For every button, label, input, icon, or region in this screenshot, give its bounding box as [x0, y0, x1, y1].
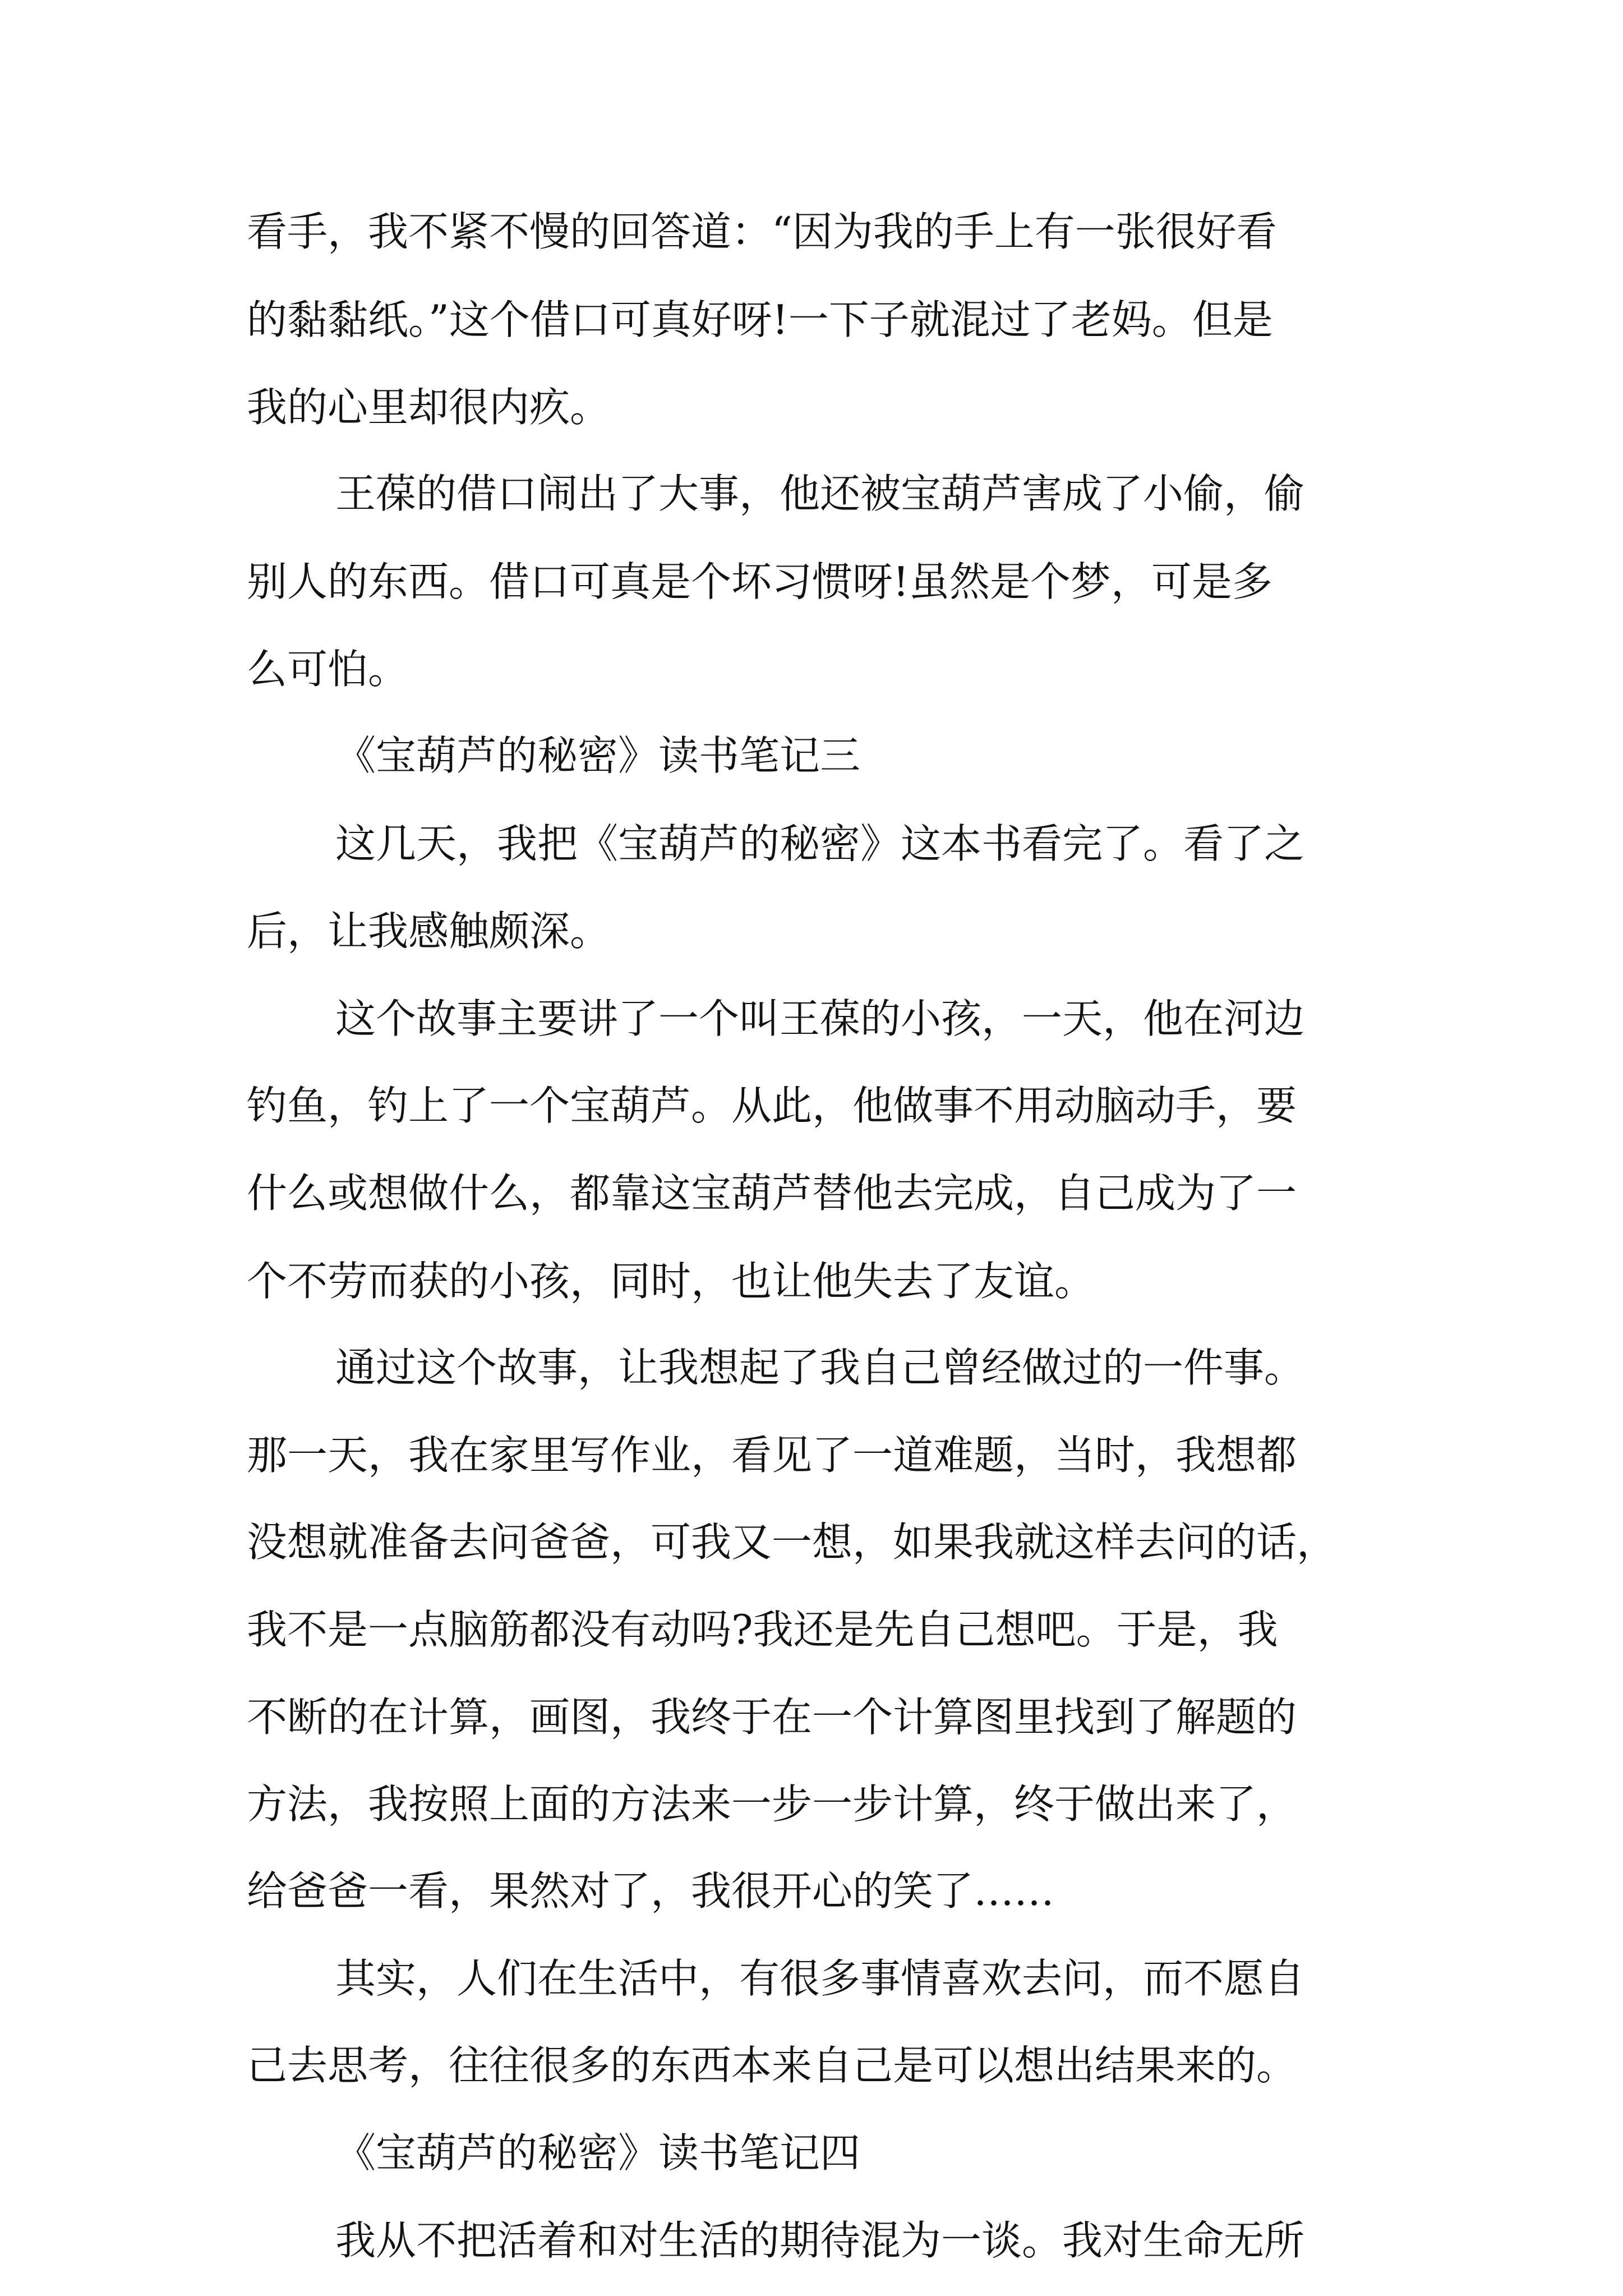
paragraph-line: 看手，我不紧不慢的回答道：“因为我的手上有一张很好看: [247, 208, 1277, 255]
paragraph-line: 没想就准备去问爸爸，可我又一想，如果我就这样去问的话，: [247, 1519, 1338, 1566]
section-heading: 《宝葫芦的秘密》读书笔记三: [335, 732, 861, 779]
paragraph-line: 不断的在计算，画图，我终于在一个计算图里找到了解题的: [247, 1694, 1297, 1741]
section-heading: 《宝葫芦的秘密》读书笔记四: [335, 2129, 861, 2177]
paragraph-line: 别人的东西。借口可真是个坏习惯呀!虽然是个梦，可是多: [247, 558, 1272, 605]
paragraph-line: 我不是一点脑筋都没有动吗?我还是先自己想吧。于是，我: [247, 1606, 1278, 1653]
paragraph-line: 给爸爸一看，果然对了，我很开心的笑了……: [247, 1867, 1055, 1915]
paragraph-line: 钓鱼，钓上了一个宝葫芦。从此，他做事不用动脑动手，要: [247, 1082, 1297, 1129]
paragraph-line: 通过这个故事，让我想起了我自己曾经做过的一件事。: [335, 1344, 1305, 1391]
paragraph-line: 那一天，我在家里写作业，看见了一道难题，当时，我想都: [247, 1432, 1297, 1479]
paragraph-line: 的黏黏纸。”这个借口可真好呀!一下子就混过了老妈。但是: [247, 296, 1273, 343]
paragraph-line: 其实，人们在生活中，有很多事情喜欢去问，而不愿自: [335, 1955, 1305, 2002]
paragraph-line: 什么或想做什么，都靠这宝葫芦替他去完成，自己成为了一: [247, 1170, 1297, 1217]
paragraph-line: 己去思考，往往很多的东西本来自己是可以想出结果来的。: [247, 2042, 1297, 2089]
paragraph-line: 个不劳而获的小孩，同时，也让他失去了友谊。: [247, 1258, 1095, 1305]
paragraph-line: 我的心里却很内疚。: [247, 384, 611, 431]
paragraph-line: 这个故事主要讲了一个叫王葆的小孩，一天，他在河边: [335, 995, 1305, 1042]
paragraph-line: 这几天，我把《宝葫芦的秘密》这本书看完了。看了之: [335, 820, 1305, 867]
paragraph-line: 后，让我感触颇深。: [247, 908, 611, 955]
paragraph-line: 方法，我按照上面的方法来一步一步计算，终于做出来了，: [247, 1780, 1297, 1828]
paragraph-line: 王葆的借口闹出了大事，他还被宝葫芦害成了小偷，偷: [335, 470, 1305, 517]
paragraph-line: 我从不把活着和对生活的期待混为一谈。我对生命无所: [335, 2217, 1305, 2264]
paragraph-line: 么可怕。: [247, 646, 409, 693]
